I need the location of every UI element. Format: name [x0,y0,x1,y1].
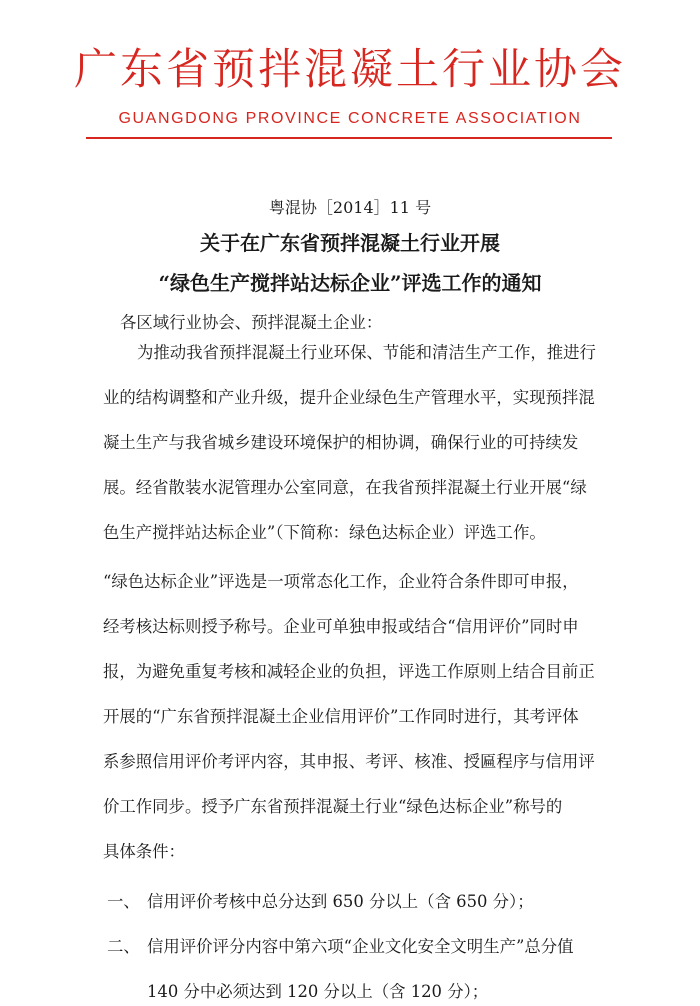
document-number: 粤混协［2014］11 号 [268,198,432,217]
paragraph-2-line: 报，为避免重复考核和减轻企业的负担，评选工作原则上结合目前正 [103,662,595,681]
condition-marker: 一、 [107,892,140,911]
condition-text: 140 分中必须达到 120 分以上（含 120 分）； [147,982,489,1001]
paragraph-2-line: 价工作同步。授予广东省预拌混凝土行业“绿色达标企业”称号的 [103,797,563,816]
paragraph-1-line: 凝土生产与我省城乡建设环境保护的相协调，确保行业的可持续发 [103,433,579,452]
letterhead-org-name-en: GUANGDONG PROVINCE CONCRETE ASSOCIATION [118,110,582,127]
letterhead-org-name-cn: 广东省预拌混凝土行业协会 [74,45,626,95]
paragraph-2-line: 经考核达标则授予称号。企业可单独申报或结合“信用评价”同时申 [103,617,579,636]
paragraph-1-line: 为推动我省预拌混凝土行业环保、节能和清洁生产工作，推进行 [137,343,596,362]
paragraph-1-line: 展。经省散装水泥管理办公室同意，在我省预拌混凝土行业开展“绿 [103,478,587,497]
salutation: 各区域行业协会、预拌混凝土企业： [120,313,383,332]
paragraph-2-line: 具体条件： [103,842,185,861]
letterhead-divider [86,137,612,139]
paragraph-2-line: “绿色达标企业”评选是一项常态化工作，企业符合条件即可申报， [103,572,579,591]
condition-marker: 二、 [107,937,140,956]
document-title-line-1: 关于在广东省预拌混凝土行业开展 [200,231,500,255]
condition-text: 信用评价考核中总分达到 650 分以上（含 650 分）； [147,892,534,911]
paragraph-2-line: 系参照信用评价考评内容，其申报、考评、核准、授匾程序与信用评 [103,752,595,771]
paragraph-1-line: 色生产搅拌站达标企业”（下简称：绿色达标企业）评选工作。 [103,523,546,542]
document-title-line-2: “绿色生产搅拌站达标企业”评选工作的通知 [158,271,542,295]
paragraph-2-line: 开展的“广东省预拌混凝土企业信用评价”工作同时进行，其考评体 [103,707,579,726]
condition-text: 信用评价评分内容中第六项“企业文化安全文明生产”总分值 [147,937,574,956]
paragraph-1-line: 业的结构调整和产业升级，提升企业绿色生产管理水平，实现预拌混 [103,388,595,407]
